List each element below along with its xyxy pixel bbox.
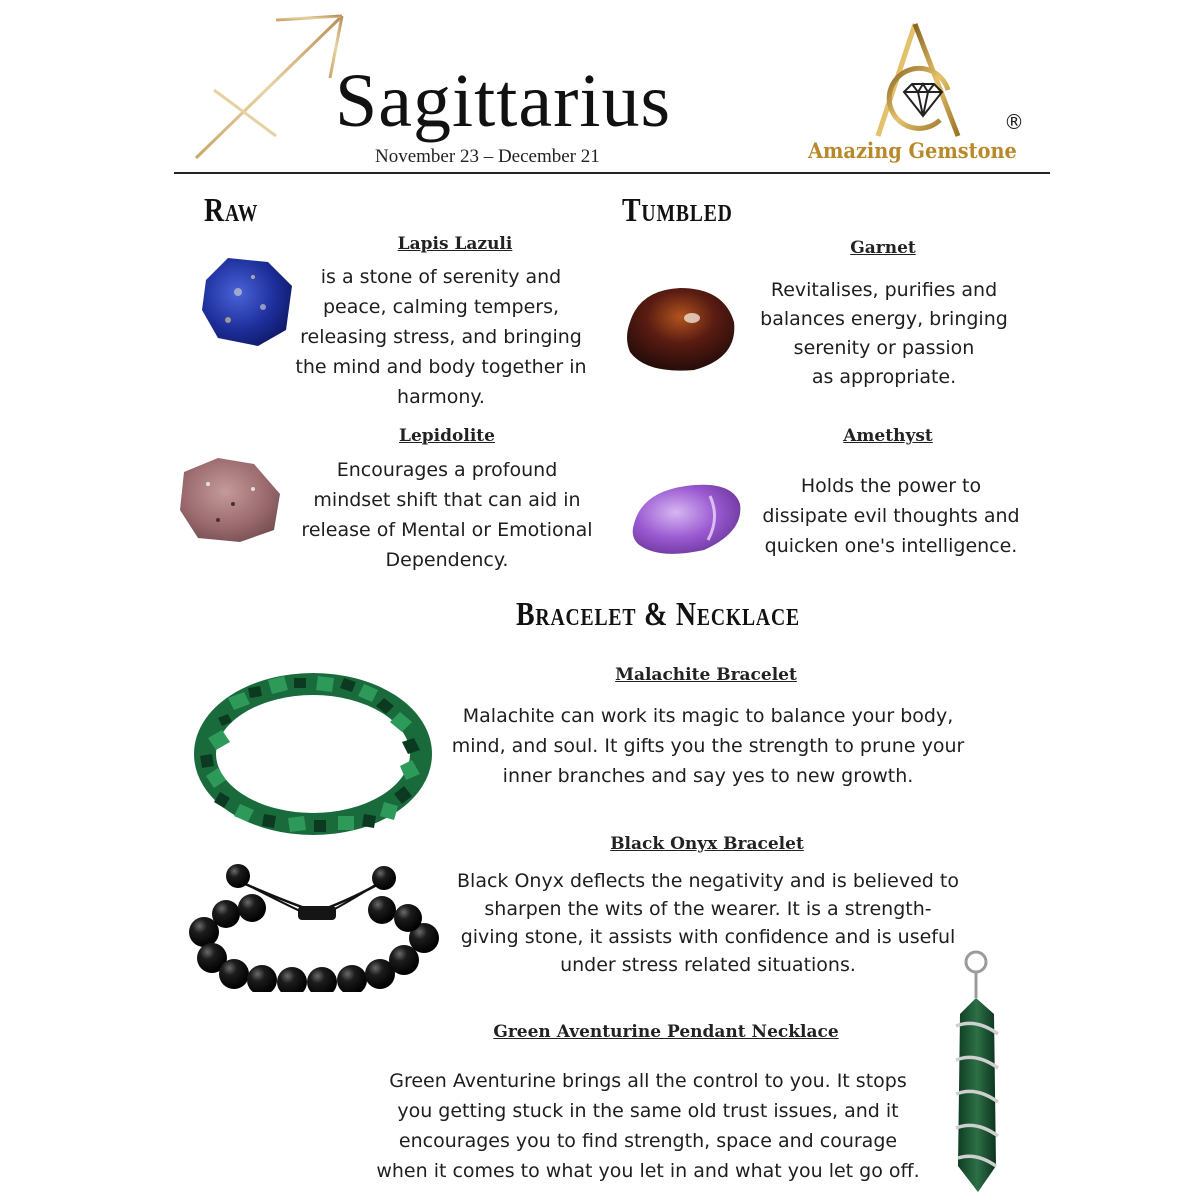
- description-line: dissipate evil thoughts and: [762, 505, 1020, 527]
- description-line: Revitalises, purifies and: [770, 279, 998, 301]
- description-line: release of Mental or Emotional: [301, 519, 593, 541]
- description-line: encourages you to find strength, space and courage: [398, 1130, 898, 1152]
- description-line: Malachite can work its magic to balance your body,: [462, 705, 954, 727]
- description-line: under stress related situations.: [560, 954, 856, 976]
- gem-title-black-onyx-bracelet: Black Onyx Bracelet: [610, 834, 804, 854]
- description-line: serenity or passion: [793, 337, 975, 359]
- gem-description-black-onyx-bracelet: [436, 867, 980, 979]
- sagittarius-arrow-icon: [190, 12, 350, 162]
- date-range: November 23 – December 21: [375, 146, 600, 167]
- description-line: the mind and body together in: [295, 356, 587, 378]
- description-line: is a stone of serenity and: [320, 266, 562, 288]
- description-line: peace, calming tempers,: [322, 296, 560, 318]
- header-divider: [174, 172, 1050, 174]
- description-line: giving stone, it assists with confidence and is useful: [460, 926, 956, 948]
- description-line: as appropriate.: [811, 366, 957, 388]
- brand-name: Amazing Gemstone: [808, 138, 1017, 163]
- gem-description-lepidolite: [288, 455, 606, 575]
- gem-description-amethyst: [752, 471, 1030, 561]
- description-line: sharpen the wits of the wearer. It is a strength-: [484, 898, 932, 920]
- description-line: mind, and soul. It gifts you the strength to prune your: [451, 735, 965, 757]
- description-line: harmony.: [397, 386, 485, 408]
- amethyst-tumbled-stone: [628, 478, 744, 558]
- description-line: Encourages a profound: [336, 459, 558, 481]
- malachite-chip-bracelet: [188, 668, 438, 840]
- description-line: Black Onyx deflects the negativity and is believed to: [457, 870, 959, 892]
- gem-title-malachite-bracelet: Malachite Bracelet: [615, 665, 797, 685]
- description-line: inner branches and say yes to new growth.: [502, 765, 914, 787]
- gem-description-green-aventurine-pendant: [348, 1066, 948, 1186]
- diamond-triangle-logo-icon: [860, 20, 980, 140]
- description-line: when it comes to what you let in and what you let go off.: [376, 1160, 920, 1182]
- gem-title-garnet: Garnet: [850, 238, 916, 258]
- gem-description-lapis-lazuli: [280, 262, 602, 412]
- gem-description-malachite-bracelet: [432, 701, 984, 791]
- lepidolite-stone: [178, 454, 284, 544]
- page-title: Sagittarius: [335, 59, 672, 143]
- gem-description-garnet: [742, 276, 1026, 392]
- black-onyx-bead-bracelet: [186, 862, 446, 992]
- description-line: Dependency.: [385, 549, 509, 571]
- description-line: you getting stuck in the same old trust issues, and it: [397, 1100, 899, 1122]
- description-line: quicken one's intelligence.: [764, 535, 1018, 557]
- gem-title-amethyst: Amethyst: [843, 426, 933, 446]
- description-line: mindset shift that can aid in: [313, 489, 581, 511]
- description-line: balances energy, bringing: [760, 308, 1008, 330]
- description-line: Holds the power to: [800, 475, 982, 497]
- description-line: releasing stress, and bringing: [300, 326, 582, 348]
- section-heading-raw: Raw: [204, 192, 259, 229]
- garnet-tumbled-stone: [620, 282, 740, 374]
- gem-title-lapis-lazuli: Lapis Lazuli: [397, 234, 513, 254]
- section-heading-bracelet-necklace: Bracelet & Necklace: [516, 596, 800, 633]
- description-line: Green Aventurine brings all the control to you. It stops: [389, 1070, 907, 1092]
- gem-title-green-aventurine-pendant: Green Aventurine Pendant Necklace: [493, 1022, 839, 1042]
- registered-mark: ®: [1004, 110, 1024, 134]
- gem-title-lepidolite: Lepidolite: [399, 426, 495, 446]
- section-heading-tumbled: Tumbled: [622, 192, 733, 229]
- green-aventurine-wire-pendant: [944, 948, 1012, 1194]
